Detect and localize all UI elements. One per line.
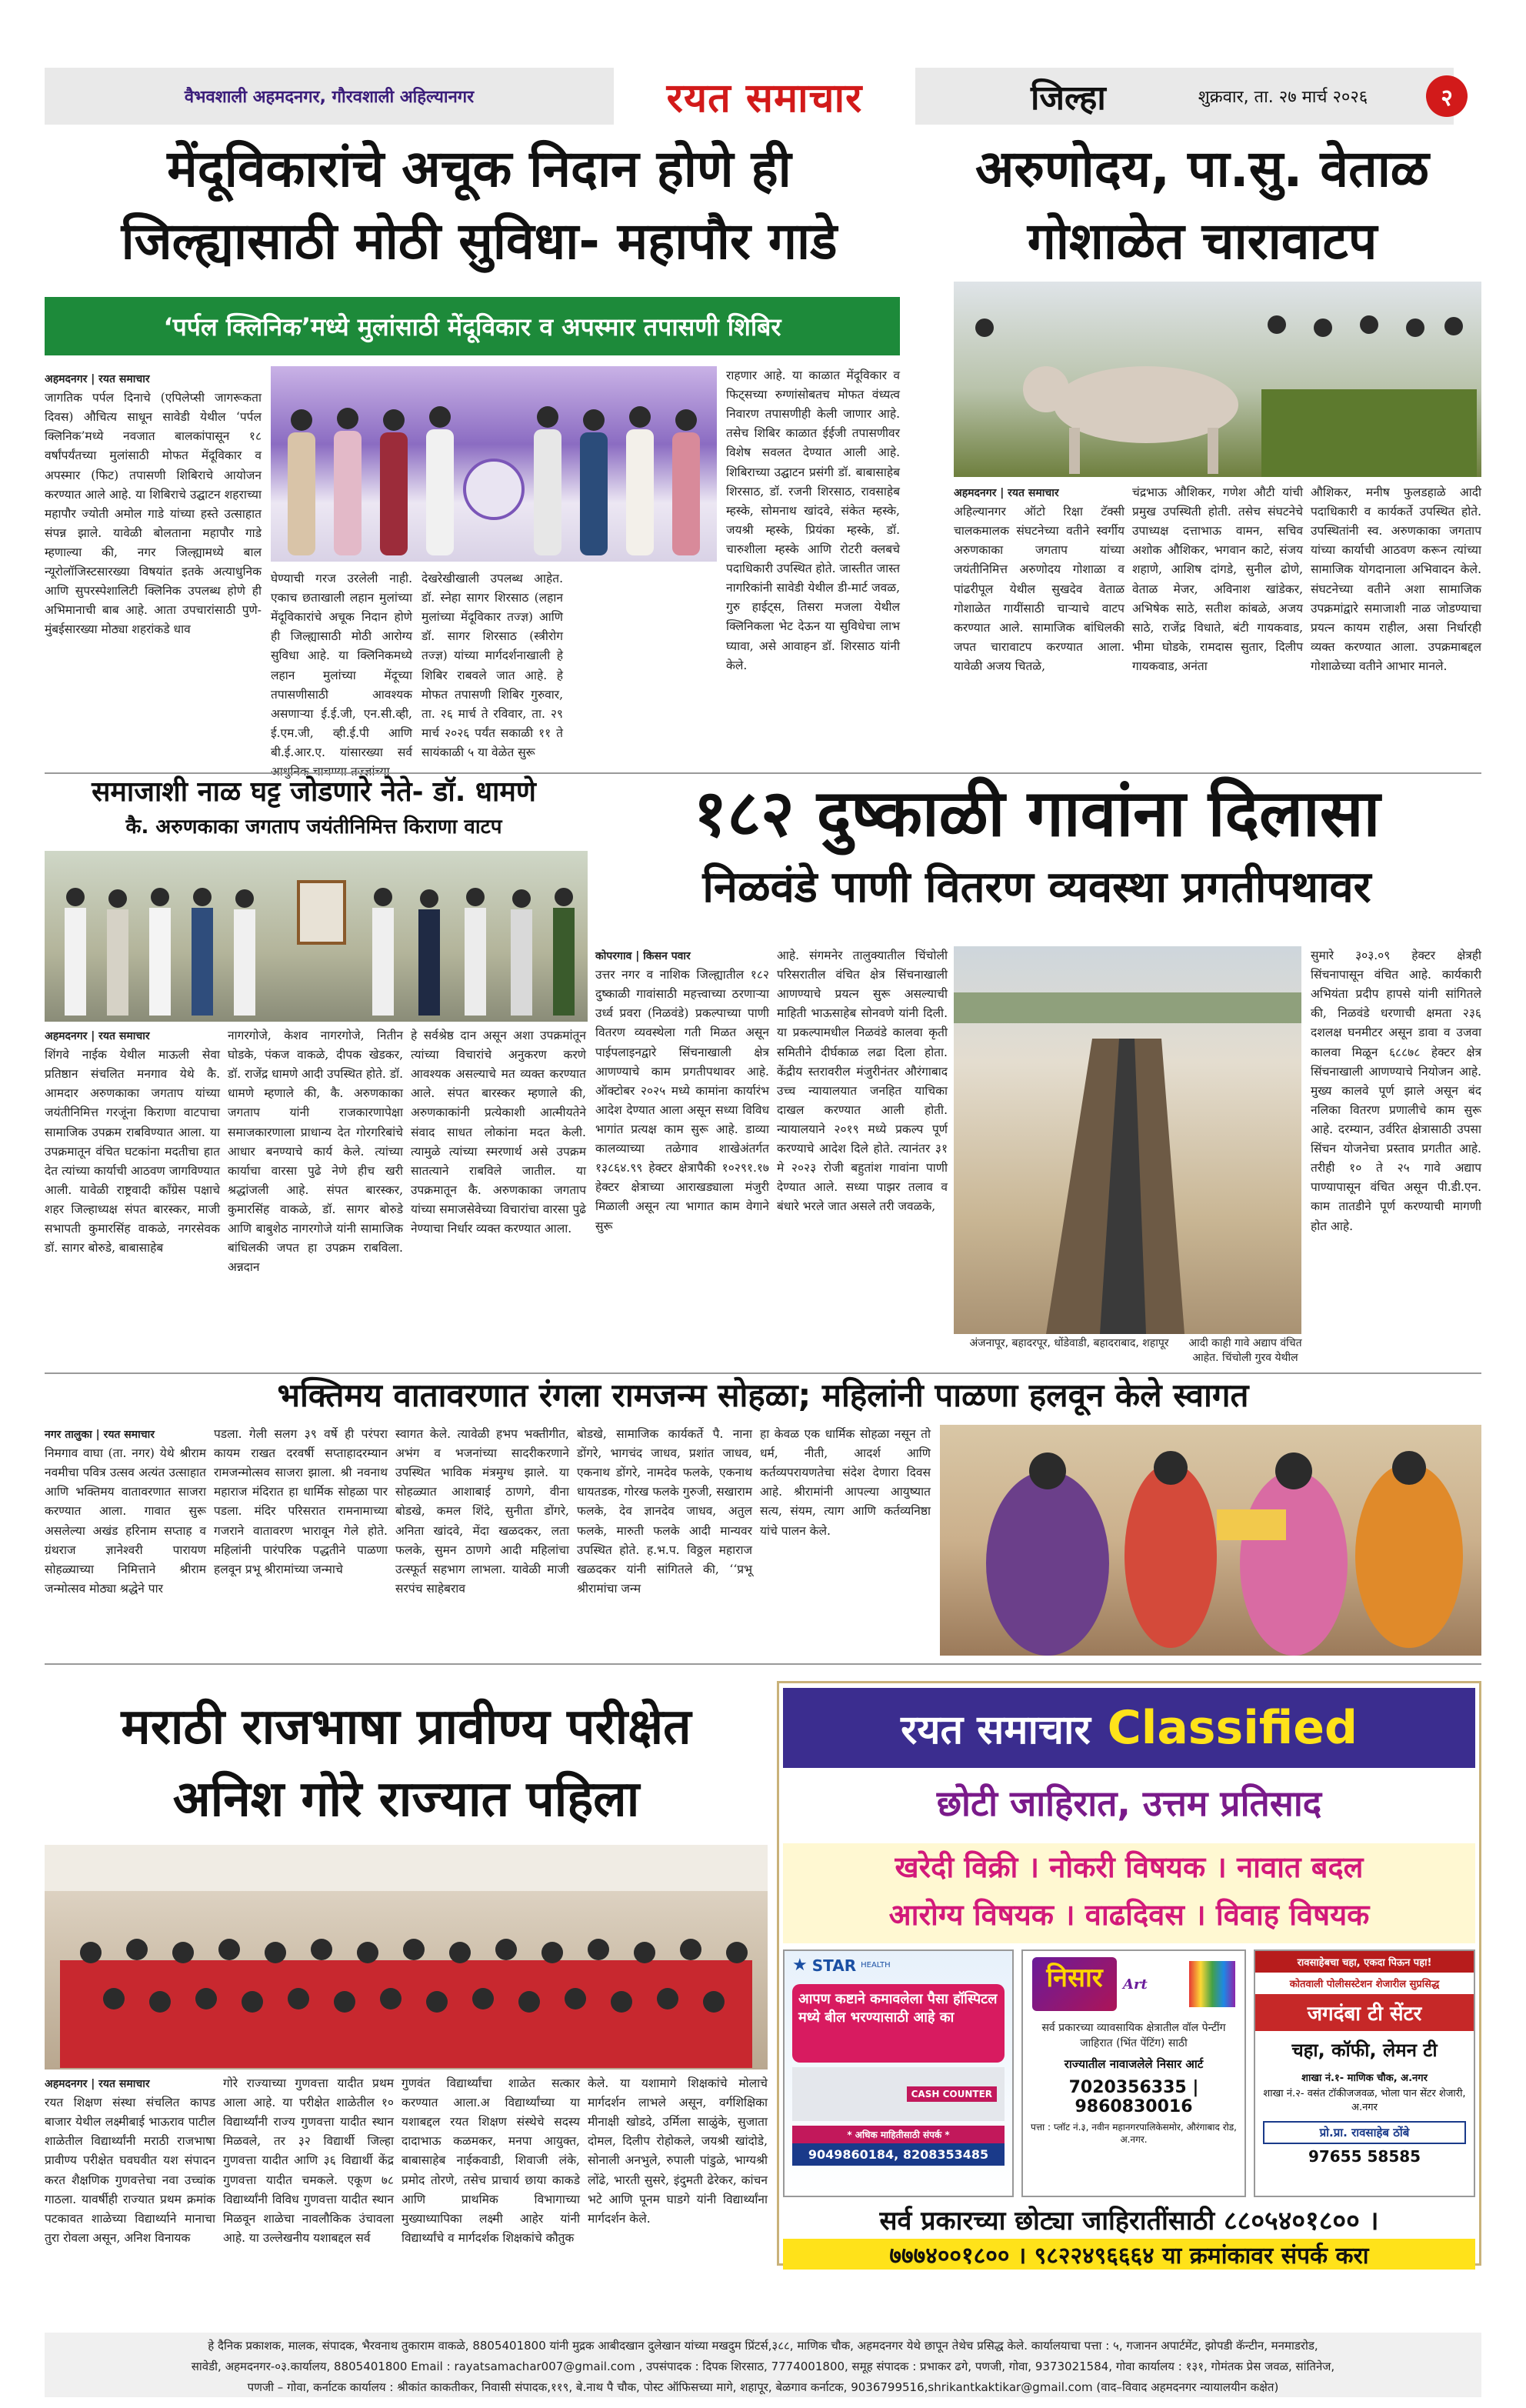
classified-footer-line2: ७७७४००१८०० । ९८२२४९६६६४ या क्रमांकावर संपर्क करा [783,2239,1475,2270]
story4-caption2: आदी काही गावे अद्याप वंचित आहेत. चिंचोली गुरव येथील [1188,1337,1302,1364]
tea-sub: कोतवाली पोलीसस्टेशन शेजारील सुप्रसिद्ध [1289,1979,1440,1990]
tea-branch2: शाखा नं.२- वसंत टॉकीजजवळ, भोला पान सेंटर शेजारी, अ.नगर [1263,2088,1466,2114]
story2-col2: चंद्रभाऊ औशिकर, गणेश औटी यांची प्रमुख उपस्थिती होती. तसेच संघटनेचे उपाध्यक्ष दत्ताभाऊ वामन, सचिव अशोक औशिकर, भगवान काटे, संजय शहाणे, आशिष दांगडे, सुनील ढोणे, वेताळ मेजर, अविनाश खांडेकर, अभिषेक साठे, सतीश कांबळे, अजय साठे, राजेंद्र विधाते, बंटी गायकवाड, भीमा घोडके, रामदास सुतार, दिलीप गायकवाड, अनंता [1132,485,1303,673]
story1-photo [271,366,717,562]
brand-name: STAR [811,1956,857,1975]
story4-photo [954,946,1301,1334]
cash-counter-label: CASH COUNTER [907,2086,997,2102]
categories-line2: आरोग्य विषयक । वाढदिवस । विवाह विषयक [888,1898,1370,1932]
tea-name: जगदंबा टी सेंटर [1255,1994,1474,2031]
tea-owner: प्रो.प्रा. रावसाहेब ठोंबे [1263,2121,1466,2144]
story6-headline-line1: मराठी राजभाषा प्रावीण्य परीक्षेत [121,1699,691,1756]
divider [45,1372,1481,1374]
story3-col3: हे सर्वश्रेष्ठ दान असून अशा उपक्रमांतून त्यांच्या विचारांचे अनुकरण करणे आवश्यक असल्याचे मत व्यक्त करण्यात आले. संपत बारस्कर म्हणाले की, अरुणकाकांनी प्रत्येकाशी आत्मीयतेने संवाद साधत लोकांना मदत केली. त्यामुळे त्यांच्या स्मरणार्थ असे उपक्रम सातत्याने राबविले जातील. या उपक्रमातून कै. अरुणकाका जगताप यांच्या समाजसेवेच्या विचारांचा वारसा पुढे नेण्याचा निर्धार व्यक्त करण्यात आला. [411,1029,586,1236]
header-tagline: वैभवशाली अहमदनगर, गौरवशाली अहिल्यानगर [45,68,614,125]
story4-dateline: कोपरगाव | किसन पवार [595,950,691,962]
insurance-headline: आपण कष्टाने कमावलेला पैसा हॉस्पिटल मध्ये बील भरण्यासाठी आहे का [792,1984,1005,2063]
cow-fodder-photo [954,282,1481,477]
story5-col2: पडला. गेली सलग ३९ वर्षे ही परंपरा कायम राखत दरवर्षी सप्ताहादरम्यान रामजन्मोत्सव साजरा झाला. श्री नवनाथ महाराज मंदिरात हा धार्मिक सोहळा पार पडला. मंदिर परिसरात रामनामाच्या गजराने वातावरण भारावून गेले होते. महिलांनी पारंपरिक पद्धतीने पाळणा हलवून प्रभू श्रीरामांच्या जन्माचे [214,1427,388,1576]
story4-headline-line2: निळवंडे पाणी वितरण व्यवस्था प्रगतीपथावर [702,862,1371,912]
story5-col4: बोडखे, सामाजिक कार्यकर्ते पै. नाना डोंगरे, भागचंद जाधव, प्रशांत जाधव, एकनाथ डोंगरे, नामदेव फलके, एकनाथ धायतडक, गोरख फलके गुरुजी, सखाराम फलके, देव ज्ञानदेव जाधव, अतुल फलके, मारुती फलके आदी मान्यवर उपस्थित होते. ह.भ.प. विठ्ठल महाराज खळदकर यांनी सांगितले की, ‘‘प्रभू श्रीरामांचा जन्म [577,1427,752,1596]
canal-pipeline-photo [954,946,1301,1334]
story6-col2: गोरे राज्याच्या गुणवत्ता यादीत प्रथम आला आहे. या परीक्षेत शाळेतील १० विद्यार्थ्यांनी राज्य गुणवत्ता यादीत स्थान मिळवले, तर ३२ विद्यार्थी जिल्हा गुणवत्ता यादीत आणि ३६ विद्यार्थी केंद्र गुणवत्ता यादीत चमकले. एकूण ७८ विद्यार्थ्यांनी विविध गुणवत्ता यादीत स्थान मिळवून शाळेचा नावलौकिक उंचावला आहे. या उल्लेखनीय यशाबद्दल सर्व [223,2076,394,2245]
classified-tagline: छोटी जाहिरात, उत्तम प्रतिसाद [936,1783,1322,1824]
story3-col2: नागरगोजे, केशव नागरगोजे, नितीन घोडके, पंकज वाकळे, दीपक खेडकर, डॉ. राजेंद्र धामणे आदी उपस्थित होते. डॉ. धामणे म्हणाले की, कै. अरुणकाका जगताप यांनी राजकारणापेक्षा समाजकारणाला प्राधान्य देत गोरगरिबांचे आधार बनण्याचे कार्य केले. त्यांच्या कार्याचा वारसा पुढे नेणे हीच खरी श्रद्धांजली आहे. संपत बारस्कर, कुमारसिंह वाकळे, डॉ. सागर बोरुडे आणि बाबुशेठ नागरगोजे यांनी सामाजिक बांधिलकी जपत हा उपक्रम राबविला. अन्नदान [228,1029,404,1275]
story1-dateline: अहमदनगर | रयत समाचार [45,373,150,385]
tea-branch1: शाखा नं.१- माणिक चौक, अ.नगर [1301,2073,1428,2084]
header-right [915,68,1454,125]
nisar-phones: 7020356335 | 9860830016 [1068,2077,1199,2116]
imprint-line3: पणजी – गोवा, कर्नाटक कार्यालय : श्रीकांत काकतीकर, निवासी संपादक,११९, बे.नाथ पै चौक, पोस्ट ऑफिसच्या मागे, शहापूर, बेळगाव कर्नाटक, 9036799516,shrikantkaktikar@gmail.com (वाद–विवाद अहमदनगर न्यायालयीन कक्षेत) [247,2380,1279,2394]
story2-col1 [954,483,1125,768]
star-logo [785,1951,1012,1979]
story6-photo [45,1845,768,2069]
story1-subhead-bar: ‘पर्पल क्लिनिक’मध्ये मुलांसाठी मेंदूविकार व अपस्मार तपासणी शिबिर [45,297,900,355]
divider [45,1663,1481,1665]
contact-label: * अधिक माहितीसाठी संपर्क * [792,2126,1005,2143]
story6-col4: केले. या यशामागे शिक्षकांचे मोलाचे मार्गदर्शन लाभले असून, वर्गशिक्षिका मीनाक्षी खोडदे, उर्मिला साळुंके, सुजाता दोमल, दिलीप रोहोकले, जयश्री खांदोडे, सोनाली अनभुले, रुपाली पांडुळे, भाग्यश्री लोंढे, भारती सुसरे, इंदुमती ढेरेकर, कांचन भटे आणि पूनम घाडगे यांनी विद्यार्थ्यांना मार्गदर्शन केले. [588,2076,768,2226]
story2-headline-line1: अरुणोदय, पा.सु. वेताळ [975,139,1429,198]
star-icon: ★ [792,1956,808,1975]
story3-col1 [45,1026,220,1368]
story5-col1 [45,1425,206,1654]
nisar-line2: राज्यातील नावाजलेले निसार आर्ट [1064,2056,1204,2071]
tea-items: चहा, कॉफी, लेमन टी [1291,2039,1438,2061]
group-photo-clinic [271,366,717,562]
nisar-logo [1023,1951,1244,2017]
classified-title-en: Classified [1107,1701,1358,1755]
story1-col2: घेण्याची गरज उरलेली नाही. एकाच छताखाली लहान मुलांच्या मेंदूविकारांचे अचूक निदान होणे ही जिल्ह्यासाठी मोठी आरोग्य सुविधा आहे. या क्लिनिकमध्ये लहान मुलांच्या मेंदूच्या तपासणीसाठी आवश्यक असणाऱ्या ई.ई.जी, एन.सी.व्ही, ई.एम.जी, व्ही.ई.पी आणि बी.ई.आर.ए. यांसारख्या सर्व [271,572,412,759]
story5-col1-text: निमगाव वाघा (ता. नगर) येथे श्रीराम नवमीचा पवित्र उत्सव अत्यंत उत्साहात आणि भक्तिमय वातावरणात साजरा करण्यात आला. गावात सुरू असलेल्या अखंड हरिनाम सप्ताह व ग्रंथराज ज्ञानेश्वरी पारायण सोहळ्याच्या निमित्ताने श्रीराम जन्मोत्सव मोठ्या श्रद्धेने पार [45,1446,206,1596]
story5-photo [940,1425,1481,1656]
imprint-line2: सावेडी, अहमदनगर-०३.कार्यालय, 8805401800 Email : rayatsamachar007@gmail.com , उपसंपादक : दिपक शिरसाठ, 7774001800, समूह संपादक : प्रभाकर ढगे, पणजी, गोवा, 9373021584, गोवा कार्यालय : १३१, गोमंतक प्रेस जवळ, सांतिनेज, [191,2360,1335,2373]
story3-dateline: अहमदनगर | रयत समाचार [45,1030,150,1042]
nisar-address: पत्ता : प्लॉट नं.३, नवीन महानगरपालिकेसमोर, औरंगाबाद रोड, अ.नगर. [1031,2121,1237,2146]
story4-col2: आहे. संगमनेर तालुक्यातील चिंचोली परिसरातील वंचित क्षेत्र सिंचनाखाली आणण्याचे प्रयत्न सुरू असल्याची माहिती भाऊसाहेब सोनवणे यांनी दिली. या प्रकल्पामधील निळवंडे कालवा कृती समितीने दीर्घकाळ लढा दिला होता. केंद्रीय स्तरावरील मंजुरीनंतर औरंगाबाद उच्च न्यायालयात जनहित याचिका दाखल करण्यात आली होती. न्यायालयाने २०१९ मध्ये प्रकल्प पूर्ण करण्याचे आदेश दिले होते. त्यानंतर ३१ मे २०२३ रोजी बहुतांश गावांना पाणी देण्यात आले. सध्या पाझर तलाव व बंधारे भरले जात असले तरी जवळके, [777,949,948,1214]
story2-dateline: अहमदनगर | रयत समाचार [954,487,1059,499]
women-cradle-photo [940,1425,1481,1656]
story6-headline-line2: अनिश गोरे राज्यात पहिला [172,1771,640,1828]
story5-dateline: नगर तालुका | रयत समाचार [45,1429,155,1441]
tea-phone: 97655 58585 [1308,2147,1421,2166]
story2-col1-text: अहिल्यानगर ऑटो रिक्षा टॅक्सी चालकमालक संघटनेच्या वतीने स्वर्गीय अरुणकाका जगताप यांच्या जयंतीनिमित्त अरुणोदय गोशाळा व पांढरीपूल येथील सुखदेव वेताळ गोशाळेत गायींसाठी चाऱ्याचे वाटप करण्यात आले. सामाजिक बांधिलकी जपत चारावाटप करण्यात आला. यावेळी अजय चितळे, [954,505,1125,673]
story4-col1-text: उत्तर नगर व नाशिक जिल्ह्यातील १८२ दुष्काळी गावांसाठी महत्त्वाच्या ठरणाऱ्या उर्ध्व प्रवरा (निळवंडे) प्रकल्पाच्या पाणी वितरण व्यवस्थेला गती मिळत असून पाईपलाइनद्वारे सिंचनाखाली क्षेत्र आणण्याचे काम प्रगतीपथावर आहे. ऑक्टोबर २०२५ मध्ये कामांना कार्यारंभ आदेश देण्यात आला असून सध्या विविध भागांत प्रत्यक्ष काम सुरू आहे. डाव्या कालव्याच्या तळेगाव शाखेअंतर्गत १३८६४.९९ हेक्टर क्षेत्रापैकी १०२९१.१७ हेक्टर क्षेत्राच्या आराखड्याला मंजुरी मिळाली असून त्या भागात काम वेगाने सुरू [595,968,769,1233]
page-number-badge: २ [1426,75,1468,117]
insurance-phones: 9049860184, 8208353485 [792,2143,1005,2166]
story3-col1-text: शिंगवे नाईक येथील माऊली सेवा प्रतिष्ठान संचलित मनगाव येथे कै. आमदार अरुणकाका जगताप यांच्या जयंतीनिमित्त गरजूंना किराणा वाटपाचा सामाजिक उपक्रम राबविण्यात आला. या उपक्रमातून वंचित घटकांना मदतीचा हात देत त्यांच्या कार्याची आठवण जागविण्यात आली. यावेळी राष्ट्रवादी काँग्रेस पक्षाचे शहर जिल्हाध्यक्ष संपत बारस्कर, माजी सभापती कुमारसिंह वाकळे, नगरसेवक डॉ. सागर बोरुडे, बाबासाहेब [45,1048,220,1256]
classified-footer-line1: सर्व प्रकारच्या छोट्या जाहिरातींसाठी ८८०५४०१८०० । [783,2202,1475,2239]
masthead: रयत समाचार [666,74,863,122]
ad-tea-center [1254,1949,1475,2197]
story1-headline-line1: मेंदूविकारांचे अचूक निदान होणे ही [167,139,791,198]
story4-col1 [595,946,769,1368]
story2-photo [954,282,1481,477]
imprint-line1: हे दैनिक प्रकाशक, मालक, संपादक, भैरवनाथ तुकाराम वाकळे, 8805401800 यांनी मुद्रक आबीदखान दुलेखान यांच्या मखदुम प्रिंटर्स,३८८, माणिक चौक, अहमदनगर येथे छापून तेथेच प्रसिद्ध केले. कार्यालयाचा पत्ता : ५, गजानन अपार्टमेंट, झोपडी कॅन्टीन, मनमाडरोड, [208,2339,1318,2353]
classified-header [783,1688,1475,1768]
nisar-logo-text: निसार [1032,1957,1117,2011]
nisar-line1: सर्व प्रकारच्या व्यावसायिक क्षेत्रातील वॉल पेन्टींग जाहिरात (भिंत पेंटिंग) साठी [1041,2022,1226,2050]
story5-headline: भक्तिमय वातावरणात रंगला रामजन्म सोहळा; महिलांनी पाळणा हलवून केले स्वागत [277,1376,1249,1414]
story1-col1 [45,369,262,769]
story1-headline-line2: जिल्ह्यासाठी मोठी सुविधा- महापौर गाडे [121,212,838,271]
story1-col4: राहणार आहे. या काळात मेंदूविकार व फिट्सच्या रुग्णांसोबतच मोफत वंध्यत्व निवारण तपासणीही केली जाणार आहे. तसेच शिबिर काळात ईईजी तपासणीवर विशेष सवलत देण्यात आली आहे. शिबिराच्या उद्घाटन प्रसंगी डॉ. बाबासाहेब शिरसाठ, डॉ. रजनी शिरसाठ, रावसाहेब म्हस्के, सोमनाथ खांदवे, संकेत म्हस्के, जयश्री म्हस्के, प्रियंका म्हस्के, डॉ. चारुशीला म्हस्के आणि रोटरी क्लबचे पदाधिकारी उपस्थित होते. जास्तीत जास्त नागरिकांनी सावेडी येथील डी-मार्ट जवळ, गुरु हाईट्स, तिसरा मजला येथील क्लिनिकला भेट देऊन या सुविधेचा लाभ घ्यावा, असे आवाहन डॉ. शिरसाठ यांनी केले. [726,369,900,672]
story4-caption1: अंजनापूर, बहादरपूर, धोंडेवाडी, बहादराबाद, शहापूर [969,1337,1169,1349]
issue-date: शुक्रवार, ता. २७ मार्च २०२६ [1198,88,1368,107]
story6-col3: गुणवंत विद्यार्थ्यांचा शाळेत सत्कार करण्यात आला.अ विद्यार्थ्यांच्या या यशाबद्दल रयत शिक्षण संस्थेचे सदस्य दादाभाऊ कळमकर, मनपा आयुक्त, बाबासाहेब नाईकवाडी, शिवाजी लंके, प्रमोद तोरणे, तसेच प्राचार्य छाया काकडे आणि प्राथमिक विभागाच्या मुख्याध्यापिका लक्ष्मी आहेर यांनी विद्यार्थ्यांचे व मार्गदर्शक शिक्षकांचे कौतुक [401,2076,580,2245]
color-palette-icon [1189,1961,1235,2007]
story3-headline: समाजाशी नाळ घट्ट जोडणारे नेते- डॉ. धामणे [92,776,536,808]
imprint-footer [45,2333,1481,2397]
ad-insurance [783,1949,1014,2197]
section-name: जिल्हा [1031,78,1106,118]
classified-categories [783,1843,1475,1943]
story1-col3: देखरेखीखाली उपलब्ध आहेत. डॉ. स्नेहा सागर शिरसाठ (लहान मुलांच्या मेंदूविकार तज्ज्ञ) आणि डॉ. सागर शिरसाठ (स्त्रीरोग तज्ज्ञ) यांच्या मार्गदर्शनाखाली हे शिबिर राबवले जात आहे. हे मोफत तपासणी शिबिर गुरुवार, ता. २६ मार्च ते रविवार, ता. २९ मार्च २०२६ पर्यंत सकाळी ११ ते सायंकाळी ५ या वेळेत सुरू [421,572,563,759]
story2-col3: औशिकर, मनीष फुलडहाळे आदी पदाधिकारी व कार्यकर्ते उपस्थित होते. उपस्थितांनी स्व. अरुणकाका जगताप यांच्या कार्याची आठवण करून त्यांच्या सामाजिक योगदानाला अभिवादन केले. संघटनेच्या वतीने अशा सामाजिक उपक्रमांद्वारे समाजाशी नाळ जोडण्याचा प्रयत्न कायम राहील, असा निर्धारही व्यक्त करण्यात आला. उपक्रमाबद्दल गोशाळेच्या वतीने आभार मानले. [1311,485,1481,673]
ad-nisar-art [1021,1949,1246,2197]
classified-title: रयत समाचार [901,1706,1091,1753]
story2-headline-line2: गोशाळेत चारावाटप [1027,212,1378,271]
story4-headline-line1: १८२ दुष्काळी गावांना दिलासा [693,775,1381,851]
story5-col3: स्वागत केले. त्यावेळी हभप भक्तीगीत, अभंग व भजनांच्या सादरीकरणाने उपस्थित भाविक मंत्रमुग्ध झाले. या सोहळ्यात आशाबाई ठाणगे, वीना बोडखे, कमल शिंदे, सुनीता डोंगरे, अनिता खांदवे, मेंदा खळदकर, लता फलके, सुमन ठाणगे आदी महिलांचा उत्स्फूर्त सहभाग लाभला. यावेळी माजी सरपंच साहेबराव [395,1427,569,1596]
students-group-photo [45,1845,768,2069]
story1-col3b [572,569,718,769]
categories-line1: खरेदी विक्री । नोकरी विषयक । नावात बदल [895,1850,1364,1884]
story4-col3: सुमारे ३०३.०९ हेक्टर क्षेत्रही सिंचनापासून वंचित आहे. कार्यकारी अभियंता प्रदीप हापसे यांनी सांगितले की, निळवंडे धरणाची क्षमता २३६ दशलक्ष घनमीटर असून डावा व उजवा कालवा मिळून ६८८७८ हेक्टर क्षेत्र सिंचनाखाली आणण्याचे नियोजन आहे. मुख्य कालवे पूर्ण झाले असून बंद नलिका वितरण प्रणालीचे काम सुरू आहे. दरम्यान, उर्वरित क्षेत्रासाठी उपसा सिंचन योजनेचा प्रस्ताव प्रगतीत आहे. तरीही १० ते २५ गावे अद्याप पाण्यापासून वंचित असून पी.डी.एन. काम तातडीने पूर्ण करण्याची मागणी होत आहे. [1311,949,1481,1233]
cash-counter-graphic [792,2067,1005,2121]
story6-col1 [45,2074,215,2328]
story5-col5: हा केवळ एक धार्मिक सोहळा नसून तो धर्म, नीती, आदर्श आणि कर्तव्यपरायणतेचा संदेश देणारा दिवस आहे. श्रीरामांनी आपल्या आयुष्यात सत्य, संयम, त्याग आणि कर्तव्यनिष्ठा यांचे पालन केले. [760,1427,931,1538]
story6-dateline: अहमदनगर | रयत समाचार [45,2078,150,2090]
story3-subhead: कै. अरुणकाका जगताप जयंतीनिमित्त किराणा वाटप [125,815,502,839]
tea-top: रावसाहेबचा चहा, एकदा पिऊन पहा! [1255,1951,1474,1973]
story1-col1-text: जागतिक पर्पल दिनाचे (एपिलेप्सी जागरूकता दिवस) औचित्य साधून सावेडी येथील ‘पर्पल क्लिनिक’मध्ये नवजात बालकांपासून १८ वर्षांपर्यंतच्या मुलांसाठी मोफत मेंदूविकार व अपस्मार (फिट) तपासणी शिबिराचे आयोजन करण्यात आले आहे. या शिबिराचे उद्घाटन शहराच्या महापौर ज्योती अमोल गाडे यांच्या हस्ते उत्साहात संपन्न झाले. यावेळी बोलताना महापौर गाडे म्हणाल्या की, नगर जिल्ह्यामध्ये बाल न्यूरोलॉजिस्टसारख्या विषयांत इतके अत्याधुनिक आणि सुपरस्पेशालिटी क्लिनिक उपलब्ध होणे ही अभिमानाची बाब आहे. आता उपचारांसाठी पुणे-मुंबईसारख्या मोठ्या शहरांकडे धाव [45,391,262,637]
story3-photo [45,851,588,1022]
brand-sub: HEALTH [861,1961,891,1969]
group-photo-ration [45,851,588,1022]
story6-col1-text: रयत शिक्षण संस्था संचलित कापड बाजार येथील लक्ष्मीबाई भाऊराव पाटील शाळेतील विद्यार्थ्यांनी मराठी राजभाषा प्रावीण्य परीक्षेत घवघवीत यश संपादन करत शैक्षणिक गुणवत्तेचा नवा उच्चांक गाठला. यावर्षीही राज्यात प्रथम क्रमांक पटकावत शाळेच्या विद्यार्थ्याने मानाचा तुरा रोवला असून, अनिश विनायक [45,2096,215,2245]
nisar-logo-sub: Art [1123,1976,1148,1993]
